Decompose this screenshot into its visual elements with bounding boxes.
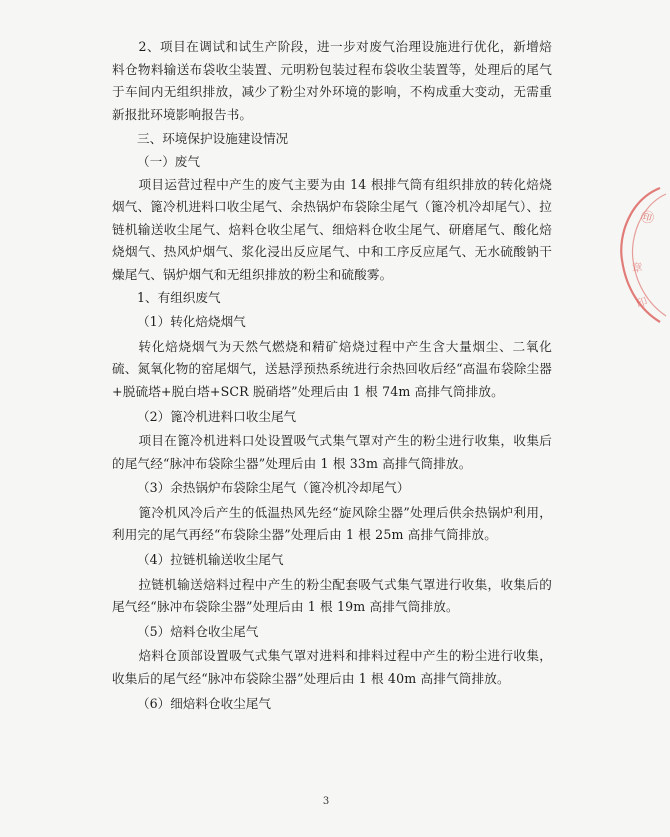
svg-text:印: 印: [634, 294, 650, 311]
paragraph-waste-gas-overview: 项目运营过程中产生的废气主要为由 14 根排气筒有组织排放的转化焙烧烟气、篦冷机进料口收尘尾气、余热锅炉布袋除尘尾气（篦冷机冷却尾气）、拉链机输送收尘尾气、焙料仓收尘尾气、细焙料仓收尘尾气、研磨尾气、酸化焙烧烟气、热风炉烟气、浆化浸出反应尾气、中和工序反应尾气、无水硫酸钠干燥尾气、锅炉烟气和无组织排放的粉尘和硫酸雾。: [112, 176, 552, 282]
subsection-heading-waste-gas: （一）废气: [137, 153, 200, 169]
heading-waste-heat-boiler-dust: （3）余热锅炉布袋除尘尾气（篦冷机冷却尾气）: [137, 480, 410, 496]
paragraph-calcine-silo-dust: 焙料仓顶部设置吸气式集气罩对进料和排料过程中产生的粉尘进行收集，收集后的尾气经“脉冲布袋除尘器”处理后由 1 根 40m 高排气筒排放。: [112, 648, 552, 687]
paragraph-chain-conveyor-dust: 拉链机输送焙料过程中产生的粉尘配套吸气式集气罩进行收集，收集后的尾气经“脉冲布袋除尘器”处理后由 1 根 19m 高排气筒排放。: [112, 576, 552, 615]
heading-organized-waste-gas: 1、有组织废气: [137, 289, 221, 305]
heading-cooler-inlet-dust: （2）篦冷机进料口收尘尾气: [137, 408, 297, 424]
official-seal-stamp: [600, 180, 670, 330]
heading-calcine-silo-dust: （5）焙料仓收尘尾气: [137, 623, 259, 639]
heading-conversion-roasting-gas: （1）转化焙烧烟气: [137, 314, 246, 330]
page-number: 3: [322, 796, 330, 807]
heading-fine-calcine-silo-dust: （6）细焙料仓收尘尾气: [137, 695, 271, 711]
svg-text:㊞: ㊞: [638, 209, 656, 228]
section-heading-environmental-facilities: 三、环境保护设施建设情况: [137, 131, 289, 147]
paragraph-adjustment-2: 2、项目在调试和试生产阶段，进一步对废气治理设施进行优化，新增焙料仓物料输送布袋收尘装置、元明粉包装过程布袋收尘装置等，处理后的尾气于车间内无组织排放，减少了粉尘对外环境的影响，不构成重大变动，无需重新报批环境影响报告书。: [112, 39, 552, 122]
paragraph-waste-heat-boiler-dust: 篦冷机风冷后产生的低温热风先经“旋风除尘器”处理后供余热锅炉利用，利用完的尾气再经“布袋除尘器”处理后由 1 根 25m 高排气筒排放。: [112, 504, 552, 543]
svg-text:章: 章: [631, 261, 644, 275]
paragraph-cooler-inlet-dust: 项目在篦冷机进料口处设置吸气式集气罩对产生的粉尘进行收集，收集后的尾气经“脉冲布袋除尘器”处理后由 1 根 33m 高排气筒排放。: [112, 433, 552, 471]
paragraph-conversion-roasting-gas: 转化焙烧烟气为天然气燃烧和精矿焙烧过程中产生含大量烟尘、二氧化硫、氮氧化物的窑尾烟气，送悬浮预热系统进行余热回收后经“高温布袋除尘器+脱硫塔+脱白塔+SCR 脱硝塔”处理后由 1 根 74m 高排气筒排放。: [112, 338, 552, 399]
heading-chain-conveyor-dust: （4）拉链机输送收尘尾气: [137, 552, 284, 568]
document-body: [112, 36, 552, 715]
